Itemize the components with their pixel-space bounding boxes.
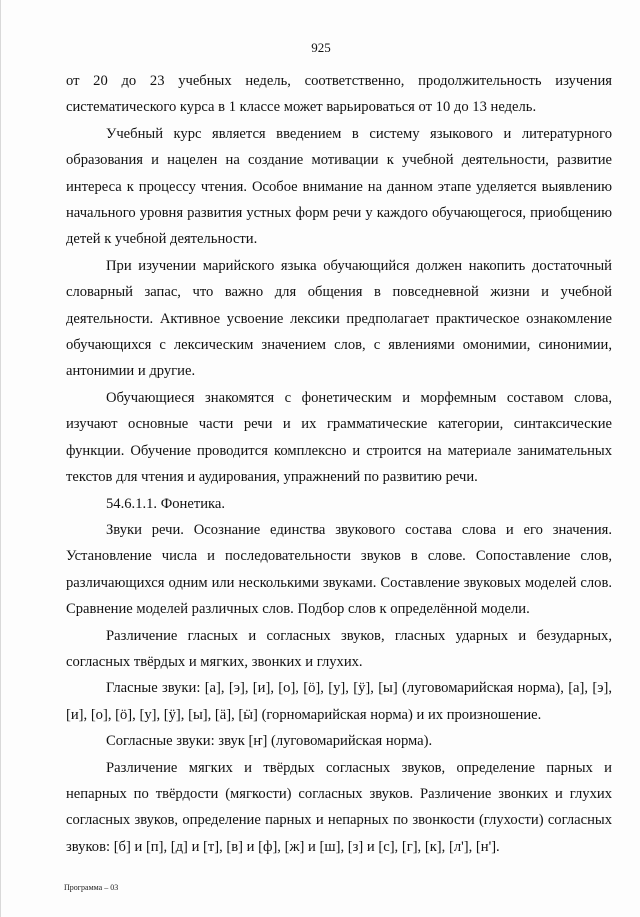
page-footer: Программа – 03 [64,883,119,892]
page-number: 925 [311,40,331,55]
paragraph-word-structure: Обучающиеся знакомятся с фонетическим и морфемным составом слова, изучают основные части речи и их грамматические категории, синтаксические функции. Обучение проводится комплексно и строится на материале занимательных текстов для чтения и аудирования, упражнений по развитию речи. [66,389,612,486]
paragraph-speech-sounds: Звуки речи. Осознание единства звукового состава слова и его значения. Установление числа и последовательности звуков в слове. Сопоставление слов, различающихся одним или несколькими звуками. Составление звуковых моделей слов. Сравнение моделей различных слов. Подбор слов к определённой модели. [66,521,612,618]
section-heading-phonetics: 54.6.1.1. Фонетика. [106,495,226,512]
body-text [66,68,612,860]
paragraph-vocabulary: При изучении марийского языка обучающийся должен накопить достаточный словарный запас, что важно для общения в повседневной жизни и учебной деятельности. Активное усвоение лексики предполагает практическое ознакомление обучающихся с лексическим значением слов, с явлениями омонимии, синонимии, антонимии и другие. [66,257,612,380]
paragraph-course-intro: Учебный курс является введением в систему языкового и литературного образования и нацелен на создание мотивации к учебной деятельности, развитие интереса к процессу чтения. Особое внимание на данном этапе уделяется выявлению начального уровня развития устных форм речи у каждого обучающегося, приобщению детей к учебной деятельности. [66,125,612,248]
paragraph-vowels-consonants: Различение гласных и согласных звуков, гласных ударных и безударных, согласных твёрдых и мягких, звонких и глухих. [66,627,612,670]
paragraph-consonant-sounds: Согласные звуки: звук [ҥ] (луговомарийская норма). [106,733,433,750]
paragraph-soft-hard-consonants: Различение мягких и твёрдых согласных звуков, определение парных и непарных по твёрдости (мягкости) согласных звуков. Различение звонких и глухих согласных звуков, определение парных и непарных по звонкости (глухости) согласных звуков: [б] и [п], [д] и [т], [в] и [ф], [ж] и [ш], [з] и [с], [г], [к], [л'], [н']. [66,759,612,855]
paragraph-vowel-sounds: Гласные звуки: [а], [э], [и], [о], [ӧ], [у], [ӱ], [ы] (луговомарийская норма), [а], [э], [и], [о], [ӧ], [у], [ӱ], [ы], [ӓ], [ӹ] (горномарийская норма) и их произношение. [66,680,612,723]
paragraph-continuation: от 20 до 23 учебных недель, соответственно, продолжительность изучения систематического курса в 1 классе может варьироваться от 10 до 13 недель. [66,73,612,116]
